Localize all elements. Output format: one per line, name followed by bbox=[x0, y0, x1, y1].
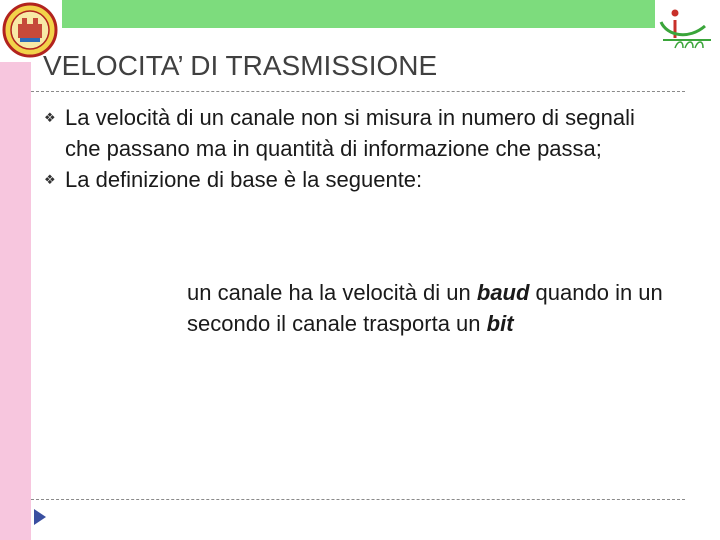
bullet-list bbox=[44, 102, 664, 195]
bullet-item bbox=[44, 164, 664, 195]
definition-part-1: un canale ha la velocità di un bbox=[187, 280, 477, 305]
bullet-icon: ❖ bbox=[44, 172, 56, 187]
bullet-text: La velocità di un canale non si misura in numero di segnali che passano ma in quantità di informazione che passa; bbox=[65, 105, 635, 161]
slide-title: VELOCITA’ DI TRASMISSIONE bbox=[43, 50, 438, 81]
top-divider bbox=[31, 91, 685, 92]
definition-part-2: quando in un secondo il canale trasporta un bbox=[187, 280, 663, 336]
next-slide-arrow-icon[interactable] bbox=[32, 507, 48, 527]
left-decor-bar bbox=[0, 62, 31, 540]
definition-text bbox=[187, 277, 677, 339]
bottom-divider bbox=[31, 499, 685, 500]
bullet-item bbox=[44, 102, 664, 164]
bullet-text: La definizione di base è la seguente: bbox=[65, 167, 423, 192]
top-decor-bar bbox=[62, 0, 655, 28]
corner-logo-icon bbox=[655, 4, 717, 62]
bullet-icon: ❖ bbox=[44, 110, 56, 125]
definition-term-baud: baud bbox=[476, 280, 530, 305]
definition-term-bit: bit bbox=[486, 311, 514, 336]
